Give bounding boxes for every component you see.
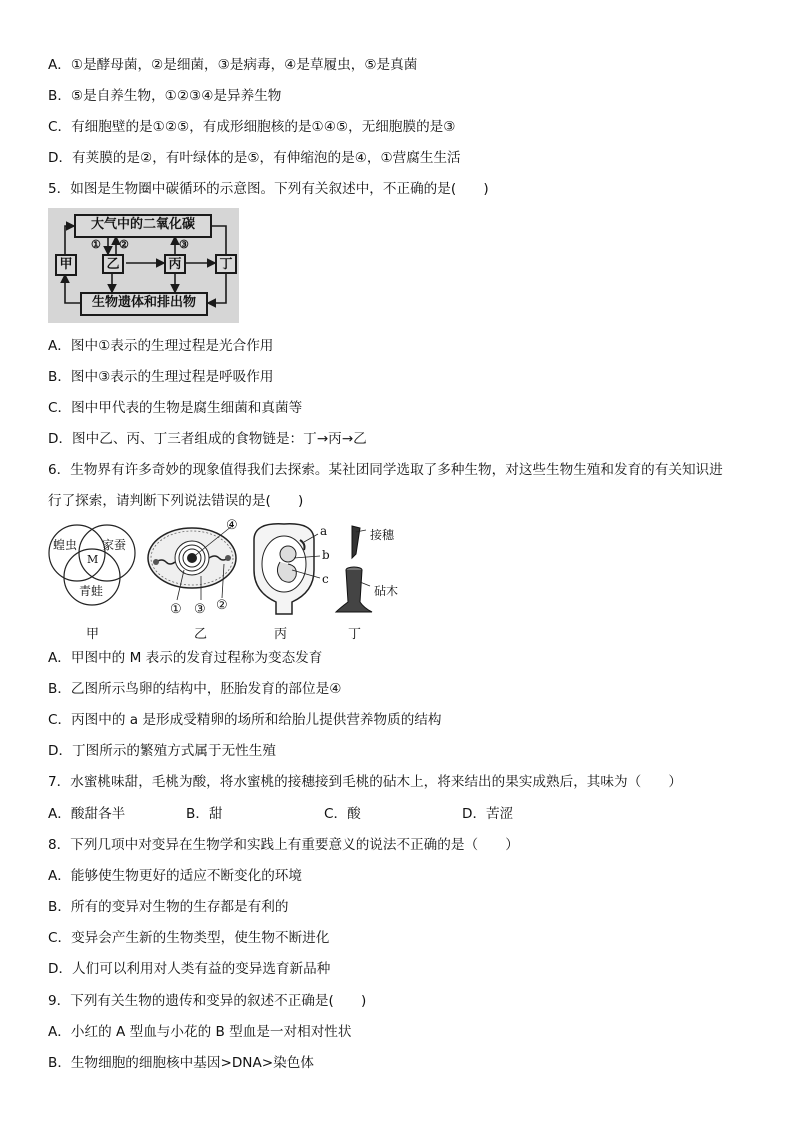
figure-caption-ding: 丁 — [348, 627, 362, 642]
q4-option-a: A．①是酵母菌，②是细菌，③是病毒，④是草履虫，⑤是真菌 — [48, 57, 418, 73]
q8-option-a: A．能够使生物更好的适应不断变化的环境 — [48, 868, 302, 884]
process-3-label: ③ — [179, 238, 189, 251]
q6-option-b: B．乙图所示鸟卵的结构中，胚胎发育的部位是④ — [48, 681, 342, 697]
node-yi: 乙 — [102, 254, 124, 274]
q7-option-c: C．酸 — [324, 806, 361, 822]
q8-stem: 8．下列几项中对变异在生物学和实践上有重要意义的说法不正确的是（ ） — [48, 837, 519, 853]
egg-label-2: ② — [216, 598, 228, 613]
venn-diagram — [44, 520, 144, 640]
atmosphere-co2-node: 大气中的二氧化碳 — [74, 214, 212, 238]
venn-label-locust: 蝗虫 — [53, 538, 78, 552]
q8-option-b: B．所有的变异对生物的生存都是有利的 — [48, 899, 289, 915]
q7-option-a: A．酸甜各半 — [48, 806, 126, 822]
fetus-uterus-diagram — [248, 522, 340, 642]
q9-option-a: A．小红的 A 型血与小花的 B 型血是一对相对性状 — [48, 1024, 352, 1040]
q7-option-b: B．甜 — [186, 806, 223, 822]
egg-label-4: ④ — [226, 518, 238, 533]
egg-label-3: ③ — [194, 602, 206, 617]
process-1-label: ① — [91, 238, 101, 251]
bird-egg-diagram — [144, 518, 248, 642]
q7-options — [48, 805, 513, 823]
fetus-label-a: a — [320, 524, 328, 538]
q4-option-c: C．有细胞壁的是①②⑤，有成形细胞核的是①④⑤，无细胞膜的是③ — [48, 119, 456, 135]
scion-label: 接穗 — [370, 528, 395, 542]
q5-option-d: D．图中乙、丙、丁三者组成的食物链是：丁→丙→乙 — [48, 431, 367, 447]
remains-node: 生物遗体和排出物 — [80, 292, 208, 316]
venn-label-m: M — [87, 553, 99, 566]
grafting-diagram — [330, 522, 420, 642]
carbon-cycle-figure — [48, 208, 239, 323]
q8-option-d: D．人们可以利用对人类有益的变异选育新品种 — [48, 961, 331, 977]
q8-option-c: C．变异会产生新的生物类型，使生物不断进化 — [48, 930, 330, 946]
q5-option-a: A．图中①表示的生理过程是光合作用 — [48, 338, 274, 354]
q4-option-b: B．⑤是自养生物，①②③④是异养生物 — [48, 88, 282, 104]
q6-stem-line1: 6．生物界有许多奇妙的现象值得我们去探索。某社团同学选取了多种生物，对这些生物生殖和发育的有关知识进 — [48, 462, 723, 478]
q6-option-d: D．丁图所示的繁殖方式属于无性生殖 — [48, 743, 276, 759]
fetus-label-b: b — [322, 548, 330, 562]
venn-label-silkworm: 家蚕 — [102, 538, 127, 552]
q6-option-c: C．丙图中的 a 是形成受精卵的场所和给胎儿提供营养物质的结构 — [48, 712, 442, 728]
fetus-label-c: c — [322, 572, 329, 586]
egg-label-1: ① — [170, 602, 182, 617]
q7-stem: 7．水蜜桃味甜，毛桃为酸，将水蜜桃的接穗接到毛桃的砧木上，将来结出的果实成熟后，其味为（ ） — [48, 774, 682, 790]
q6-option-a: A．甲图中的 M 表示的发育过程称为变态发育 — [48, 650, 323, 666]
q4-option-d: D．有荚膜的是②，有叶绿体的是⑤，有伸缩泡的是④，①营腐生生活 — [48, 150, 461, 166]
q5-option-b: B．图中③表示的生理过程是呼吸作用 — [48, 369, 274, 385]
process-2-label: ② — [119, 238, 129, 251]
q5-stem: 5．如图是生物圈中碳循环的示意图。下列有关叙述中，不正确的是( ) — [48, 181, 489, 197]
node-bing: 丙 — [164, 254, 186, 274]
node-jia: 甲 — [55, 254, 77, 276]
q6-stem-line2: 行了探索，请判断下列说法错误的是( ) — [48, 493, 304, 509]
q9-stem: 9．下列有关生物的遗传和变异的叙述不正确是( ) — [48, 993, 367, 1009]
rootstock-label: 砧木 — [374, 584, 399, 598]
figure-caption-yi: 乙 — [194, 627, 208, 642]
q5-option-c: C．图中甲代表的生物是腐生细菌和真菌等 — [48, 400, 303, 416]
q9-option-b: B．生物细胞的细胞核中基因>DNA>染色体 — [48, 1055, 314, 1071]
figure-caption-bing: 丙 — [274, 627, 288, 642]
figure-caption-jia: 甲 — [86, 627, 100, 642]
q7-option-d: D．苦涩 — [462, 806, 514, 822]
node-ding: 丁 — [215, 254, 237, 274]
venn-label-frog: 青蛙 — [79, 584, 104, 598]
